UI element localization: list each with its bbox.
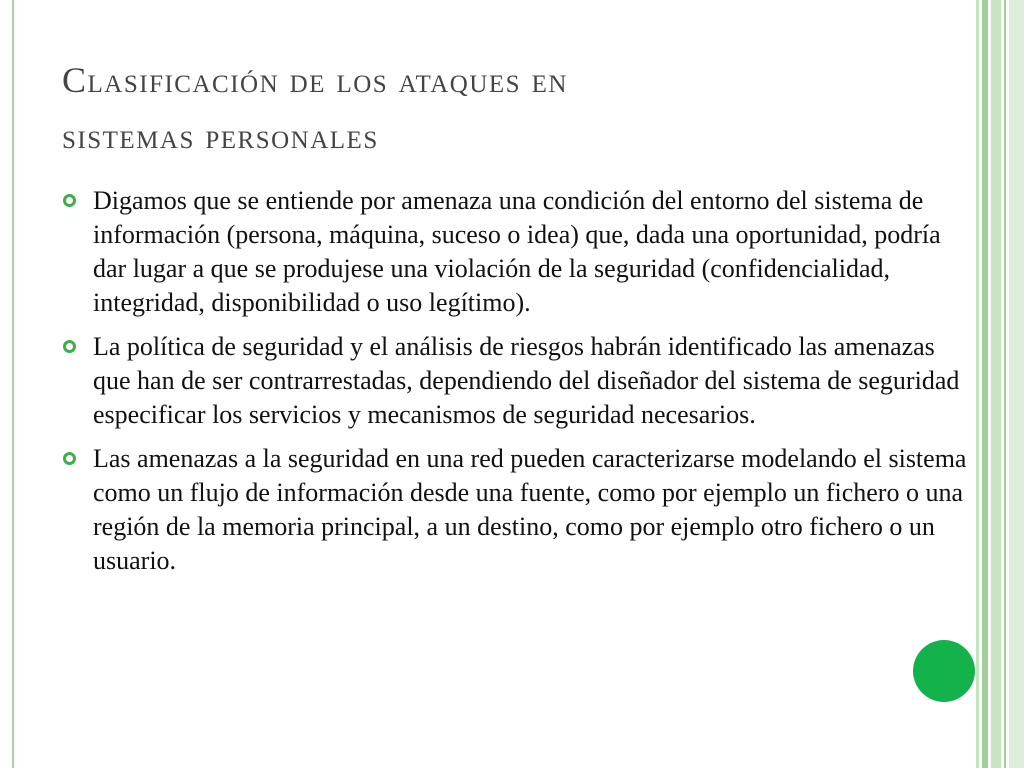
bullet-item <box>60 184 975 320</box>
right-stripe-3 <box>991 0 1001 768</box>
ring-bullet-icon <box>63 194 76 207</box>
right-stripe-1 <box>976 0 979 768</box>
left-border-line <box>12 0 14 768</box>
right-stripe-4 <box>1004 0 1006 768</box>
bullet-item <box>60 330 975 432</box>
slide-body <box>60 184 975 588</box>
slide-title-line-1: Clasificación de los ataques en <box>62 60 568 100</box>
bullet-text: La política de seguridad y el análisis de riesgos habrán identificado las amenazas que han de ser contrarrestadas, dependiendo del diseñador del sistema de seguridad especificar los servicios y mecanismos de seguridad necesarios. <box>93 332 960 429</box>
slide-title <box>62 52 942 164</box>
ring-bullet-icon <box>63 340 76 353</box>
decorative-green-circle <box>913 640 975 702</box>
right-stripe-2 <box>982 0 988 768</box>
ring-bullet-icon <box>63 452 76 465</box>
bullet-text: Digamos que se entiende por amenaza una condición del entorno del sistema de información (persona, máquina, suceso o idea) que, dada una oportunidad, podría dar lugar a que se produjese una violación de la seguridad (confidencialidad, integridad, disponibilidad o uso legítimo). <box>93 186 941 317</box>
slide-title-line-2: sistemas personales <box>62 116 379 156</box>
bullet-text: Las amenazas a la seguridad en una red pueden caracterizarse modelando el sistema como un flujo de información desde una fuente, como por ejemplo un fichero o una región de la memoria principal, a un destino, como por ejemplo otro fichero o un usuario. <box>93 444 967 575</box>
right-stripe-5 <box>1009 0 1024 768</box>
bullet-item <box>60 442 975 578</box>
